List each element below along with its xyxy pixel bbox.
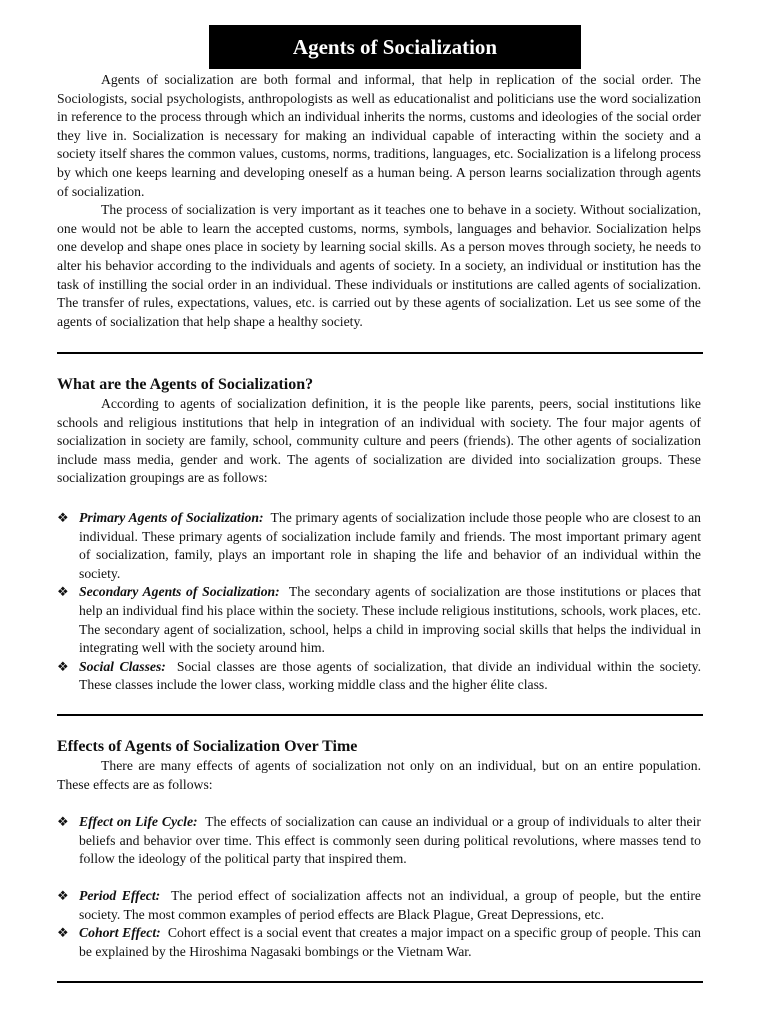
bullet-term: Primary Agents of Socialization: <box>79 510 264 525</box>
bullet-text: Social classes are those agents of socialization, that divide an individual within the society. These classes include the lower class, working middle class and the higher élite class. <box>79 658 702 693</box>
page-title: Agents of Socialization <box>209 25 581 69</box>
bullet-text: The secondary agents of socialization are those institutions or places that help an individual find his place within the society. These include religious institutions, schools, work places, etc. The secondary agent of socialization, school, helps a child in improving social skills that helps the individual in integrating well with the society around him. <box>79 584 701 656</box>
bullet-term: Secondary Agents of Socialization: <box>79 584 280 600</box>
bullet-term: Social Classes: <box>79 658 166 674</box>
section-heading-agents: What are the Agents of Socialization? <box>57 376 314 393</box>
intro-paragraph-2: The process of socialization is very important as it teaches one to behave in a society. Without socialization, one would not be able to learn the accepted customs, norms, symbols, languages and behavior. Socialization helps one develop and shape ones place in society by learning social skills. As a person moves through society, he needs to alter his behavior according to the individuals and agents of society. In a society, an individual or institution has the task of instilling the social order in an individual. These individuals or institutions are called agents of socialization. The transfer of rules, expectations, values, etc. is carried out by these agents of socialization. Let us see some of the agents of socialization that help shape a healthy society. <box>57 202 701 329</box>
bullet-term: Cohort Effect: <box>79 925 161 941</box>
bullet-text: The period effect of socialization affects not an individual, a group of people, but the entire society. The most common examples of period effects are Black Plague, Great Depressions, etc. <box>79 888 702 922</box>
diamond-bullet-icon: ❖ <box>57 814 69 829</box>
list-item <box>57 658 701 695</box>
agents-bullet-list <box>57 509 701 695</box>
bullet-term: Effect on Life Cycle: <box>79 814 198 829</box>
section-paragraph-agents: According to agents of socialization definition, it is the people like parents, peers, social institutions like schools and religious institutions that help in integration of an individual with society. The four major agents of socialization in society are family, school, community culture and peers (friends). The other agents of socialization include mass media, gender and work. The agents of socialization are divided into socialization groups. These socialization groupings are as follows: <box>57 396 701 486</box>
section-paragraph-effects: There are many effects of agents of socialization not only on an individual, but on an entire population. These effects are as follows: <box>57 758 701 792</box>
divider-1 <box>57 352 703 354</box>
section-heading-effects: Effects of Agents of Socialization Over Time <box>57 738 358 755</box>
list-item <box>57 509 701 583</box>
bullet-text: The primary agents of socialization include those people who are closest to an individual. These primary agents of socialization include family and friends. The most important primary agent of socialization, family, plays an important role in shaping the life and behavior of an individual within the society. <box>79 510 701 581</box>
diamond-bullet-icon: ❖ <box>57 925 69 941</box>
bullet-text: The effects of socialization can cause an individual or a group of individuals to alter their beliefs and behavior over time. This effect is commonly seen during political revolutions, where masses tend to follow the ideology of the political party that inspired them. <box>79 814 701 867</box>
list-item <box>57 924 701 961</box>
list-item <box>57 887 701 924</box>
section-effects <box>57 737 701 794</box>
intro-paragraph-1: Agents of socialization are both formal and informal, that help in replication of the social order. The Sociologists, social psychologists, anthropologists as well as educationalist and politicians use the word socialization in reference to the process through which an individual inherits the norms, customs and ideologies of the social order they live in. Socialization is necessary for making an individual capable of interacting within the society and a society itself shares the common values, customs, norms, traditions, languages, etc. Socialization is a lifelong process by which one keeps learning and developing oneself as a human being. A person learns socialization through agents of socialization. <box>57 72 701 199</box>
intro-section <box>57 71 701 331</box>
effects-bullet-1 <box>57 813 701 869</box>
divider-2 <box>57 714 703 716</box>
bullet-term: Period Effect: <box>79 888 161 903</box>
diamond-bullet-icon: ❖ <box>57 888 69 903</box>
diamond-bullet-icon: ❖ <box>57 584 69 600</box>
list-item <box>57 583 701 657</box>
section-agents <box>57 375 701 488</box>
diamond-bullet-icon: ❖ <box>57 510 69 525</box>
divider-3 <box>57 981 703 983</box>
bullet-text: Cohort effect is a social event that creates a major impact on a specific group of people. This can be explained by the Hiroshima Nagasaki bombings or the Vietnam War. <box>79 925 701 959</box>
list-item <box>57 813 701 869</box>
diamond-bullet-icon: ❖ <box>57 658 69 674</box>
effects-bullet-2-3 <box>57 887 701 961</box>
